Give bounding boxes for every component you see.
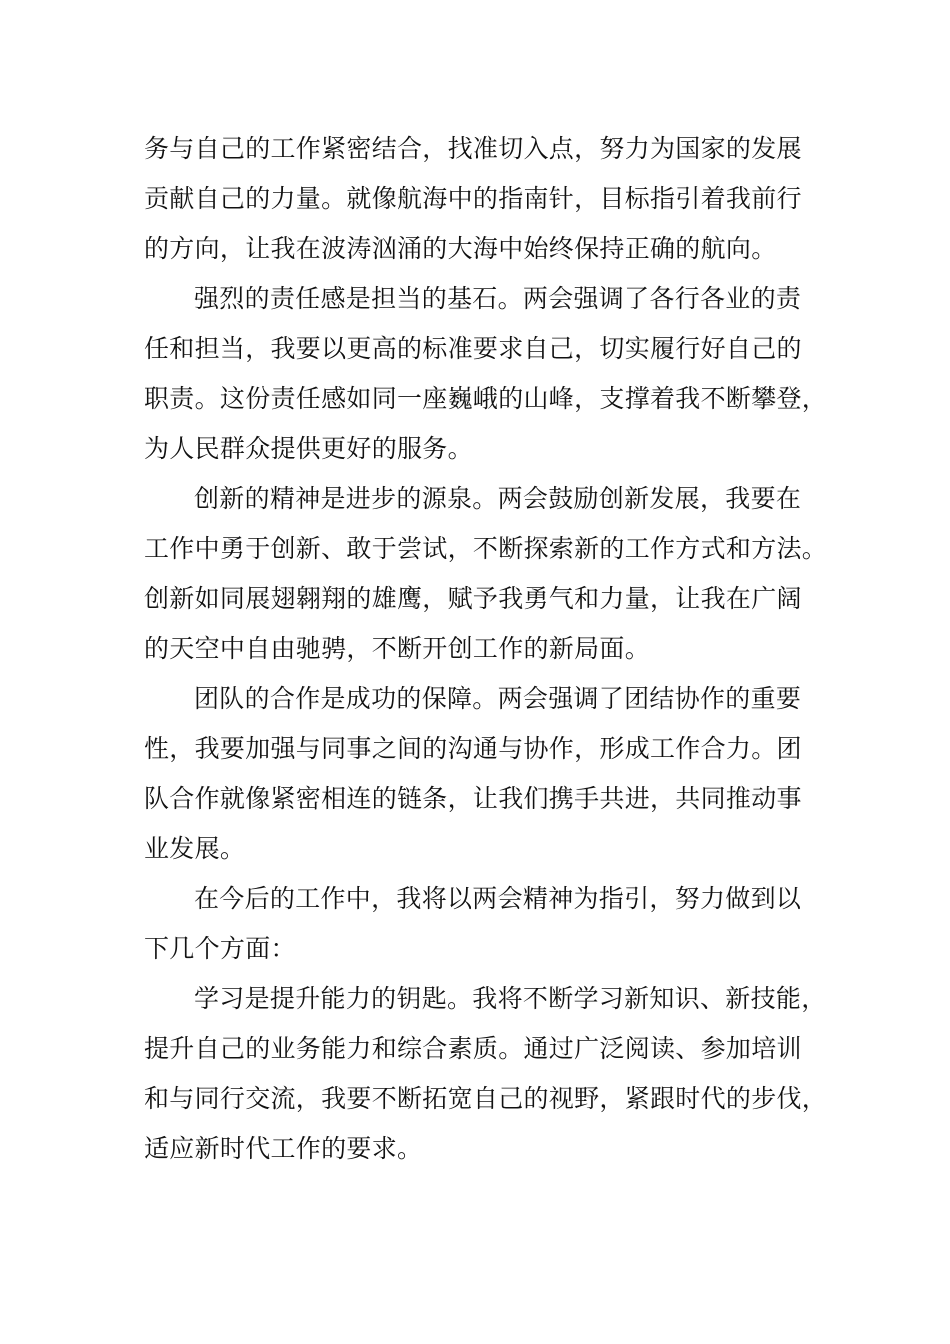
text-line: 提升自己的业务能力和综合素质。通过广泛阅读、参加培训: [144, 1034, 802, 1063]
text-line: 团队的合作是成功的保障。两会强调了团结协作的重要: [194, 684, 802, 713]
text-line: 职责。这份责任感如同一座巍峨的山峰，支撑着我不断攀登，: [144, 384, 828, 413]
text-line: 务与自己的工作紧密结合，找准切入点，努力为国家的发展: [144, 134, 802, 163]
text-line: 创新的精神是进步的源泉。两会鼓励创新发展，我要在: [194, 484, 802, 513]
text-line: 贡献自己的力量。就像航海中的指南针，目标指引着我前行: [144, 184, 802, 213]
paragraph-5: [144, 874, 812, 974]
text-line: 创新如同展翅翱翔的雄鹰，赋予我勇气和力量，让我在广阔: [144, 584, 802, 613]
text-line: 业发展。: [144, 834, 246, 863]
text-line: 适应新时代工作的要求。: [144, 1134, 423, 1163]
text-line: 的天空中自由驰骋，不断开创工作的新局面。: [144, 634, 651, 663]
paragraph-4: [144, 674, 812, 874]
text-line: 为人民群众提供更好的服务。: [144, 434, 473, 463]
text-line: 队合作就像紧密相连的链条，让我们携手共进，共同推动事: [144, 784, 802, 813]
text-line: 学习是提升能力的钥匙。我将不断学习新知识、新技能，: [194, 984, 827, 1013]
paragraph-2: [144, 274, 828, 474]
text-line: 在今后的工作中，我将以两会精神为指引，努力做到以: [194, 884, 802, 913]
text-line: 强烈的责任感是担当的基石。两会强调了各行各业的责: [194, 284, 802, 313]
text-line: 下几个方面：: [144, 934, 296, 963]
text-line: 的方向，让我在波涛汹涌的大海中始终保持正确的航向。: [144, 234, 777, 263]
text-line: 工作中勇于创新、敢于尝试，不断探索新的工作方式和方法。: [144, 534, 828, 563]
paragraph-6: [144, 974, 828, 1174]
document-body: [144, 124, 828, 1174]
paragraph-3: [144, 474, 828, 674]
text-line: 任和担当，我要以更高的标准要求自己，切实履行好自己的: [144, 334, 802, 363]
paragraph-1: [144, 124, 812, 274]
text-line: 和与同行交流，我要不断拓宽自己的视野，紧跟时代的步伐，: [144, 1084, 828, 1113]
text-line: 性，我要加强与同事之间的沟通与协作，形成工作合力。团: [144, 734, 802, 763]
